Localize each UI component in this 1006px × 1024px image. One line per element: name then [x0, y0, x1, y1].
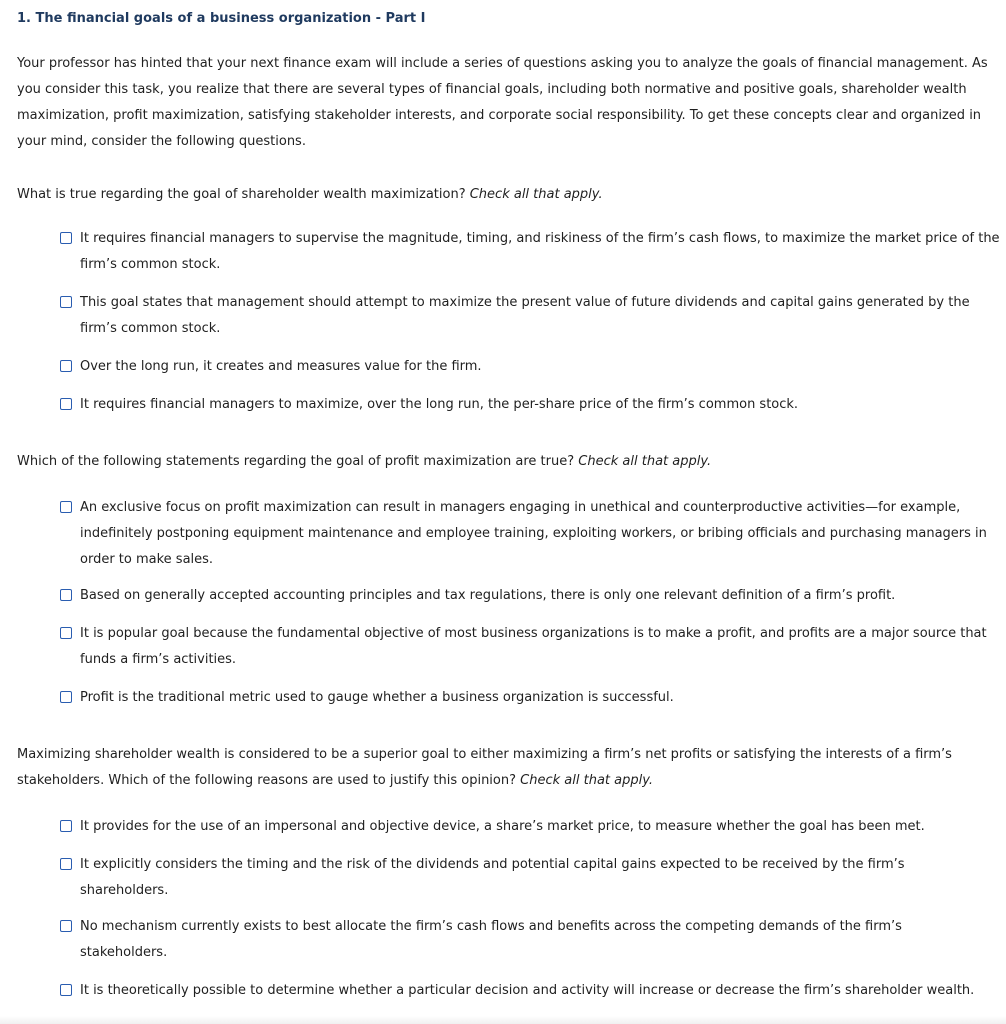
option-label: This goal states that management should attempt to maximize the present value of future dividends and capital gains generated by the firm’s common stock. — [80, 295, 970, 336]
q3-option-3[interactable] — [60, 914, 940, 966]
checkbox[interactable] — [60, 589, 72, 601]
q2-option-4[interactable] — [60, 685, 1000, 711]
checkbox[interactable] — [60, 820, 72, 832]
checkbox[interactable] — [60, 398, 72, 410]
checkbox[interactable] — [60, 232, 72, 244]
checkbox[interactable] — [60, 360, 72, 372]
question-1-prompt — [17, 182, 603, 208]
question-2-text: Which of the following statements regarding the goal of profit maximization are true? — [17, 454, 579, 469]
q2-option-1[interactable] — [60, 495, 1000, 573]
checkbox[interactable] — [60, 984, 72, 996]
checkbox[interactable] — [60, 296, 72, 308]
intro-paragraph: Your professor has hinted that your next finance exam will include a series of questions asking you to analyze the goals of financial management. As you consider this task, you realize that there are several types of financial goals, including both normative and positive goals, shareholder wealth maximization, profit maximization, satisfying stakeholder interests, and corporate social responsibility. To get these concepts clear and organized in your mind, consider the following questions. — [17, 56, 988, 149]
question-2-hint: Check all that apply. — [578, 454, 712, 469]
question-3-hint: Check all that apply. — [520, 773, 654, 788]
question-3-text: Maximizing shareholder wealth is considered to be a superior goal to either maximizing a firm’s net profits or satisfying the interests of a firm’s stakeholders. Which of the following reasons are used to justify this opinion? — [17, 747, 952, 788]
option-label: Over the long run, it creates and measures value for the firm. — [80, 359, 482, 374]
question-3-prompt — [17, 742, 977, 794]
option-label: It is popular goal because the fundamental objective of most business organizations is to make a profit, and profits are a major source that funds a firm’s activities. — [80, 626, 987, 667]
option-label: Profit is the traditional metric used to gauge whether a business organization is successful. — [80, 690, 674, 705]
checkbox[interactable] — [60, 501, 72, 513]
option-label: It provides for the use of an impersonal and objective device, a share’s market price, to measure whether the goal has been met. — [80, 819, 925, 834]
question-1-text: What is true regarding the goal of shareholder wealth maximization? — [17, 187, 470, 202]
question-2-prompt — [17, 449, 711, 475]
q3-option-2[interactable] — [60, 852, 940, 904]
checkbox[interactable] — [60, 691, 72, 703]
option-label: No mechanism currently exists to best allocate the firm’s cash flows and benefits across the competing demands of the firm’s stakeholders. — [80, 919, 902, 960]
q3-option-1[interactable] — [60, 814, 1000, 840]
checkbox[interactable] — [60, 920, 72, 932]
bottom-edge-shade — [0, 1016, 1006, 1024]
q3-option-4[interactable] — [60, 978, 1000, 1004]
q1-option-2[interactable] — [60, 290, 1000, 342]
q1-option-3[interactable] — [60, 354, 1000, 380]
option-label: Based on generally accepted accounting principles and tax regulations, there is only one relevant definition of a firm’s profit. — [80, 588, 896, 603]
option-label: It explicitly considers the timing and the risk of the dividends and potential capital gains expected to be received by the firm’s shareholders. — [80, 857, 905, 898]
q2-option-2[interactable] — [60, 583, 1000, 609]
option-label: An exclusive focus on profit maximization can result in managers engaging in unethical and counterproductive activities—for example, indefinitely postponing equipment maintenance and employee training, exploiting workers, or bribing officials and purchasing managers in order to make sales. — [80, 500, 987, 567]
page-title: 1. The financial goals of a business organization - Part I — [17, 11, 426, 26]
option-label: It requires financial managers to supervise the magnitude, timing, and riskiness of the firm’s cash flows, to maximize the market price of the firm’s common stock. — [80, 231, 1000, 272]
option-label: It is theoretically possible to determine whether a particular decision and activity will increase or decrease the firm’s shareholder wealth. — [80, 983, 975, 998]
q1-option-1[interactable] — [60, 226, 1000, 278]
checkbox[interactable] — [60, 627, 72, 639]
option-label: It requires financial managers to maximize, over the long run, the per-share price of the firm’s common stock. — [80, 397, 799, 412]
q1-option-4[interactable] — [60, 392, 1000, 418]
checkbox[interactable] — [60, 858, 72, 870]
q2-option-3[interactable] — [60, 621, 1000, 673]
question-1-hint: Check all that apply. — [469, 187, 603, 202]
